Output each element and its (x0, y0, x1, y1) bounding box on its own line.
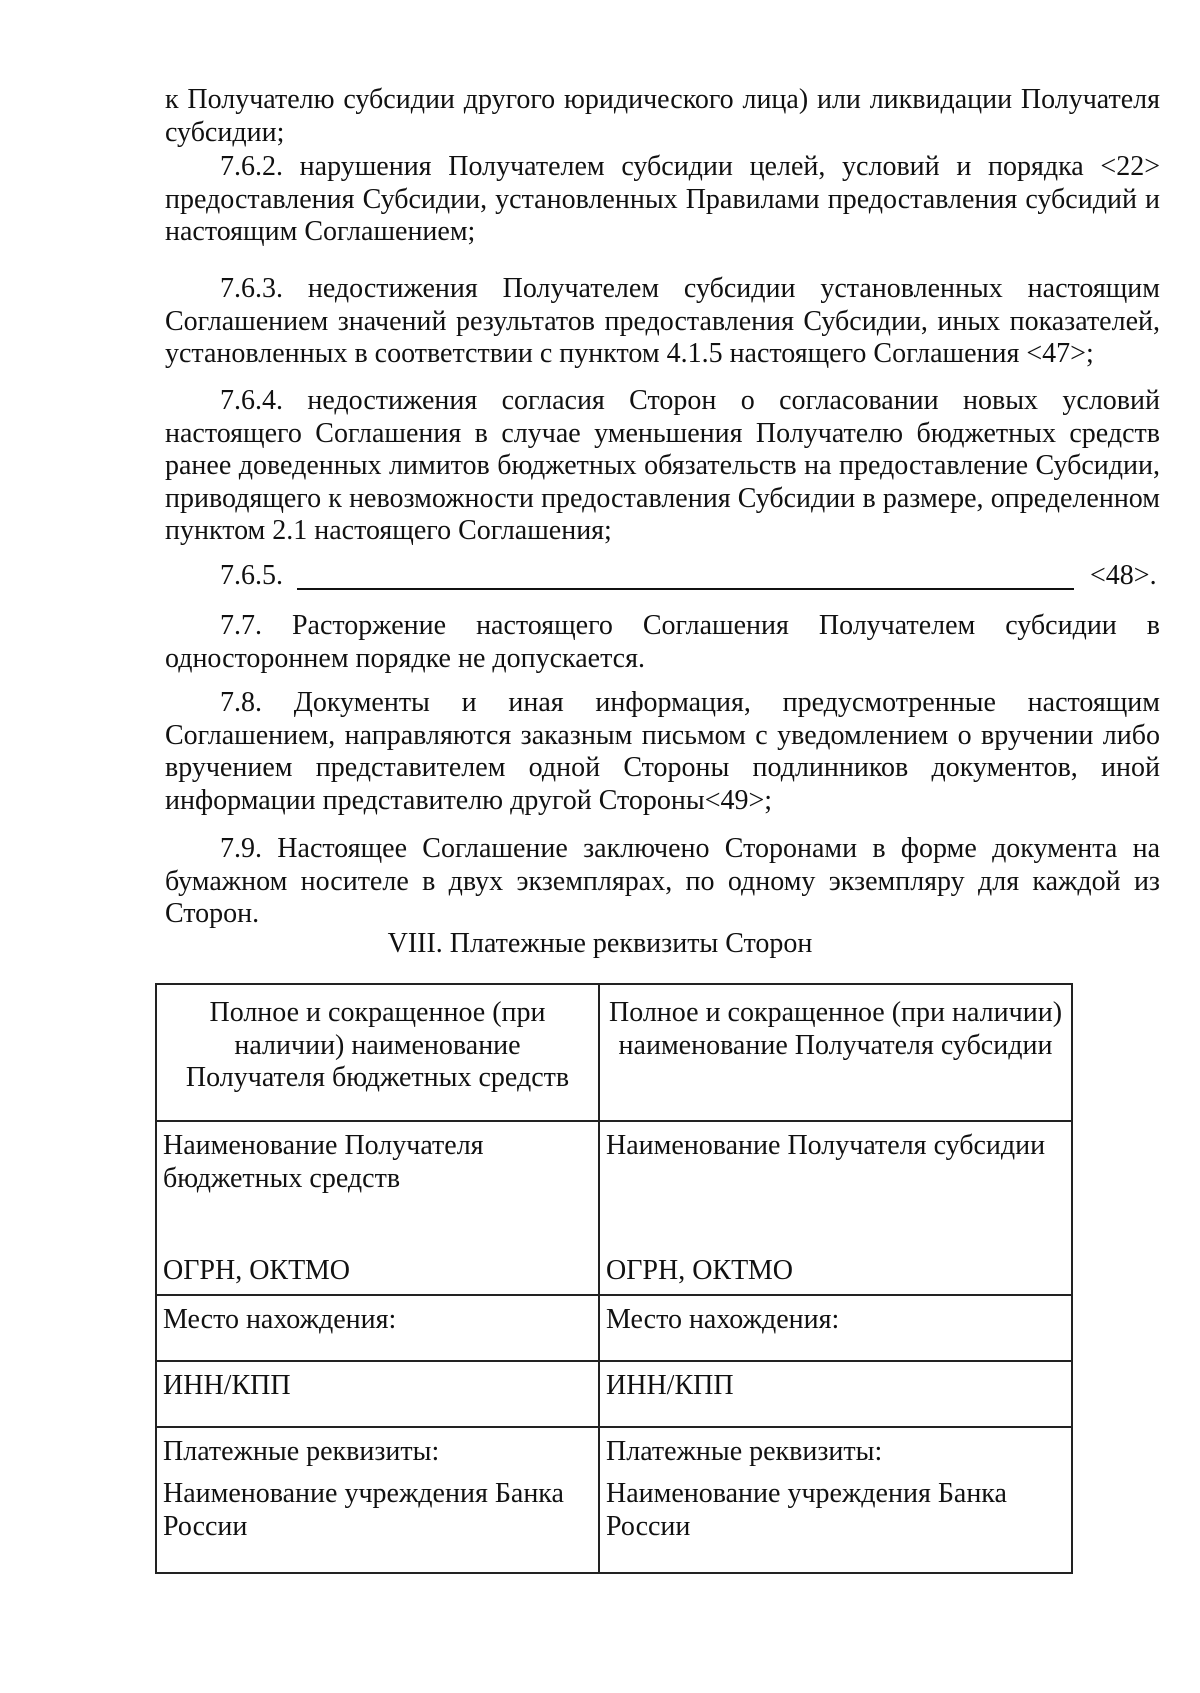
paragraph-7-9: 7.9. Настоящее Соглашение заключено Сторонами в форме документа на бумажном носителе в двух экземплярах, по одному экземпляру для каждой из Сторон. (165, 833, 1160, 929)
paragraph-continuation: к Получателю субсидии другого юридического лица) или ликвидации Получателя субсидии; (165, 84, 1160, 148)
inn-kpp-left: ИНН/КПП (156, 1361, 599, 1427)
header-budget-recipient: Полное и сокращенное (при наличии) наименование Получателя бюджетных средств (156, 984, 599, 1121)
bank-name-left: Наименование учреждения Банка России (163, 1478, 564, 1542)
ogrn-oktmo-right: ОГРН, ОКТМО (606, 1254, 793, 1286)
payment-details-right: Платежные реквизиты: (606, 1435, 883, 1467)
paragraph-7-8: 7.8. Документы и иная информация, предусмотренные настоящим Соглашением, направляются заказным письмом с уведомлением о вручении либо вручением представителем одной Стороны подлинников документов, иной информации представителю другой Стороны<49>; (165, 687, 1160, 816)
table-row (156, 984, 1072, 1121)
name-cell-right (599, 1121, 1072, 1295)
location-left: Место нахождения: (156, 1295, 599, 1361)
table-row (156, 1427, 1072, 1573)
payment-details-left: Платежные реквизиты: (163, 1435, 440, 1467)
paragraph-7-6-5 (165, 560, 1160, 594)
paragraph-7-6-5-footnote: <48>. (1090, 560, 1157, 591)
table-row (156, 1361, 1072, 1427)
section-heading: VIII. Платежные реквизиты Сторон (387, 928, 813, 959)
paragraph-7-6-3: 7.6.3. недостижения Получателем субсидии установленных настоящим Соглашением значений результатов предоставления Субсидии, иных показателей, установленных в соответствии с пунктом 4.1.5 настоящего Соглашения <47>; (165, 273, 1160, 369)
bank-name-right: Наименование учреждения Банка России (606, 1478, 1007, 1542)
ogrn-oktmo-left: ОГРН, ОКТМО (163, 1255, 350, 1286)
paragraph-7-7: 7.7. Расторжение настоящего Соглашения Получателем субсидии в одностороннем порядке не допускается. (165, 610, 1160, 674)
payment-details-table (155, 983, 1073, 1574)
fill-in-line (297, 588, 1074, 590)
paragraph-7-6-4: 7.6.4. недостижения согласия Сторон о согласовании новых условий настоящего Соглашения в случае уменьшения Получателю бюджетных средств ранее доведенных лимитов бюджетных обязательств на предоставление Субсидии, приводящего к невозможности предоставления Субсидии в размере, определенном пунктом 2.1 настоящего Соглашения; (165, 385, 1160, 546)
budget-recipient-name: Наименование Получателя бюджетных средств (163, 1130, 484, 1194)
subsidy-recipient-name: Наименование Получателя субсидии (606, 1130, 1046, 1161)
inn-kpp-right: ИНН/КПП (599, 1361, 1072, 1427)
paragraph-7-6-2: 7.6.2. нарушения Получателем субсидии целей, условий и порядка <22> предоставления Субсидии, установленных Правилами предоставления субсидий и настоящим Соглашением; (165, 151, 1160, 247)
header-subsidy-recipient: Полное и сокращенное (при наличии) наименование Получателя субсидии (599, 984, 1072, 1121)
table-row (156, 1295, 1072, 1361)
paragraph-7-6-5-number: 7.6.5. (220, 560, 283, 591)
location-right: Место нахождения: (599, 1295, 1072, 1361)
name-cell-left (156, 1121, 599, 1295)
payment-cell-left (156, 1427, 599, 1573)
table-row (156, 1121, 1072, 1295)
payment-cell-right (599, 1427, 1072, 1573)
